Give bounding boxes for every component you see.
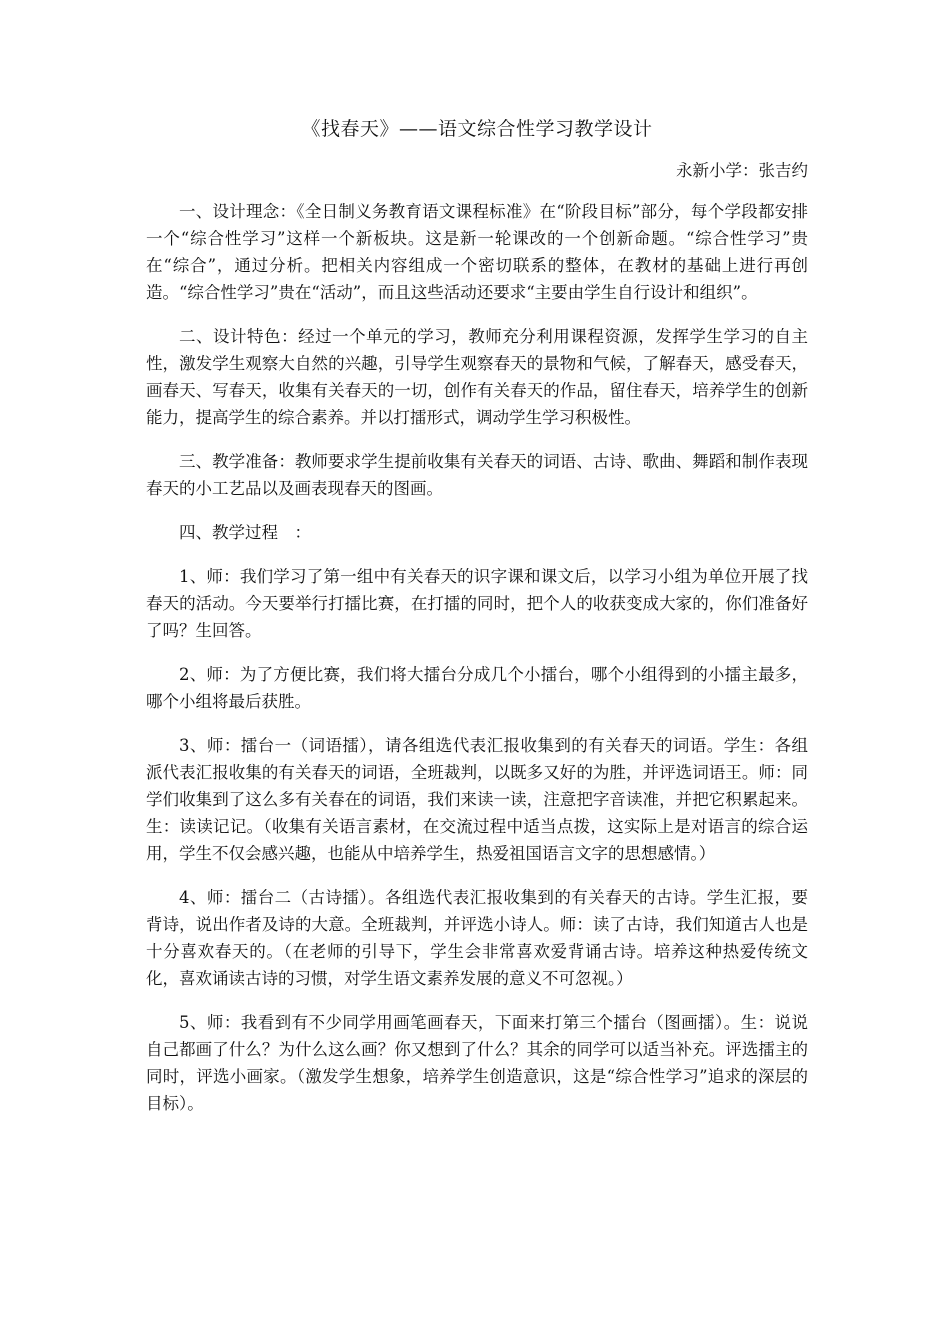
document-page <box>146 114 808 1134</box>
paragraph-design-concept: 一、设计理念：《全日制义务教育语文课程标准》在“阶段目标”部分，每个学段都安排一个“综合性学习”这样一个新板块。这是新一轮课改的一个创新命题。“综合性学习”贵在“综合”，通过分析。把相关内容组成一个密切联系的整体，在教材的基础上进行再创造。“综合性学习”贵在“活动”，而且这些活动还要求“主要由学生自行设计和组织”。 <box>146 202 808 302</box>
paragraph-design-features: 二、设计特色：经过一个单元的学习，教师充分利用课程资源，发挥学生学习的自主性，激发学生观察大自然的兴趣，引导学生观察春天的景物和气候，了解春天，感受春天，画春天、写春天，收集有关春天的一切，创作有关春天的作品，留住春天，培养学生的创新能力，提高学生的综合素养。并以打擂形式，调动学生学习积极性。 <box>146 327 808 427</box>
document-title: 《找春天》——语文综合性学习教学设计 <box>301 118 653 140</box>
paragraph-step-1: 1、师：我们学习了第一组中有关春天的识字课和课文后，以学习小组为单位开展了找春天的活动。今天要举行打擂比赛，在打擂的同时，把个人的收获变成大家的，你们准备好了吗？生回答。 <box>146 567 808 640</box>
paragraph-step-2: 2、师：为了方便比赛，我们将大擂台分成几个小擂台，哪个小组得到的小擂主最多，哪个小组将最后获胜。 <box>146 665 808 711</box>
paragraph-teaching-preparation: 三、教学准备：教师要求学生提前收集有关春天的词语、古诗、歌曲、舞蹈和制作表现春天的小工艺品以及画表现春天的图画。 <box>146 452 808 498</box>
paragraph-step-4: 4、师：擂台二（古诗擂）。各组选代表汇报收集到的有关春天的古诗。学生汇报，要背诗，说出作者及诗的大意。全班裁判，并评选小诗人。师：读了古诗，我们知道古人也是十分喜欢春天的。（在老师的引导下，学生会非常喜欢爱背诵古诗。培养这种热爱传统文化，喜欢诵读古诗的习惯，对学生语文素养发展的意义不可忽视。） <box>146 888 808 988</box>
document-author: 永新小学：张吉约 <box>676 161 808 180</box>
paragraph-teaching-process-heading: 四、教学过程 ： <box>179 523 311 542</box>
paragraph-step-3: 3、师：擂台一（词语擂），请各组选代表汇报收集到的有关春天的词语。学生：各组派代表汇报收集的有关春天的词语，全班裁判，以既多又好的为胜，并评选词语王。师：同学们收集到了这么多有关春在的词语，我们来读一读，注意把字音读准，并把它积累起来。生：读读记记。（收集有关语言素材，在交流过程中适当点拨，这实际上是对语言的综合运用，学生不仅会感兴趣，也能从中培养学生，热爱祖国语言文字的思想感情。） <box>146 736 808 863</box>
paragraph-step-5: 5、师：我看到有不少同学用画笔画春天，下面来打第三个擂台（图画擂）。生：说说自己都画了什么？为什么这么画？你又想到了什么？其余的同学可以适当补充。评选擂主的同时，评选小画家。（激发学生想象，培养学生创造意识，这是“综合性学习”追求的深层的目标）。 <box>146 1013 808 1113</box>
